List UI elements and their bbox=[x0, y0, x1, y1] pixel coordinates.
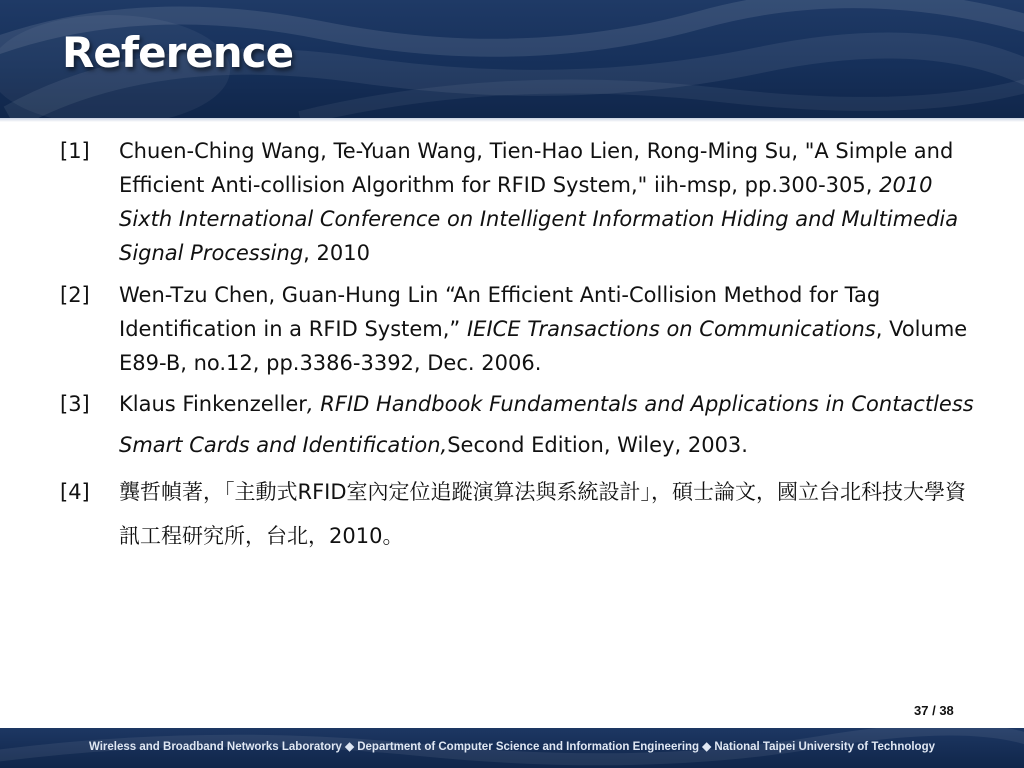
reference-number: [4] bbox=[60, 480, 90, 504]
reference-text bbox=[119, 384, 980, 466]
page-current: 37 bbox=[914, 703, 929, 718]
reference-venue: IEICE Transactions on Communications bbox=[466, 317, 876, 341]
footer-separator: ◆ bbox=[345, 741, 355, 753]
reference-item-2 bbox=[60, 278, 980, 380]
reference-number: [1] bbox=[60, 139, 90, 163]
reference-author: Klaus Finkenzeller bbox=[119, 392, 307, 416]
reference-text bbox=[119, 134, 980, 270]
reference-number: [2] bbox=[60, 283, 90, 307]
reference-authors-title: Chuen-Ching Wang, Te-Yuan Wang, Tien-Hao Lien, Rong-Ming Su, "A Simple and Efficient Anti-collision Algorithm for RFID System," iih-msp, pp.300-305, bbox=[119, 139, 954, 197]
reference-book-title: , RFID Handbook Fundamentals and Applications in Contactless Smart Cards and Identification, bbox=[119, 392, 974, 457]
reference-item-1 bbox=[60, 134, 980, 270]
header-divider bbox=[0, 118, 1024, 122]
reference-edition: Second Edition, Wiley, 2003. bbox=[447, 433, 748, 457]
reference-list bbox=[60, 134, 980, 566]
footer-lab: Wireless and Broadband Networks Laboratory bbox=[88, 741, 342, 753]
reference-venue: 2010 Sixth International Conference on Intelligent Information Hiding and Multimedia Signal Processing bbox=[119, 173, 959, 265]
reference-authors-title: Wen-Tzu Chen, Guan-Hung Lin “An Efficient Anti-Collision Method for Tag Identification in a RFID System,” bbox=[119, 283, 881, 341]
footer-separator: ◆ bbox=[702, 741, 712, 753]
footer-credits bbox=[0, 739, 1024, 753]
page-number bbox=[914, 703, 954, 718]
reference-details: , Volume E89-B, no.12, pp.3386-3392, Dec. 2006. bbox=[119, 317, 968, 375]
reference-text: 龔哲幀著，「主動式RFID室內定位追蹤演算法與系統設計」，碩士論文，國立台北科技大學資訊工程研究所，台北，2010。 bbox=[119, 480, 967, 548]
reference-number: [3] bbox=[60, 392, 90, 416]
page-separator: / bbox=[928, 703, 940, 718]
reference-year: , 2010 bbox=[303, 241, 370, 265]
footer-university: National Taipei University of Technology bbox=[714, 741, 936, 753]
page-total: 38 bbox=[939, 703, 954, 718]
slide-header bbox=[0, 0, 1024, 118]
footer-department: Department of Computer Science and Information Engineering bbox=[357, 741, 700, 753]
reference-text bbox=[119, 278, 980, 380]
reference-item-4 bbox=[60, 470, 980, 558]
reference-item-3 bbox=[60, 384, 980, 466]
slide-title: Reference bbox=[62, 28, 294, 77]
slide-footer bbox=[0, 728, 1024, 768]
